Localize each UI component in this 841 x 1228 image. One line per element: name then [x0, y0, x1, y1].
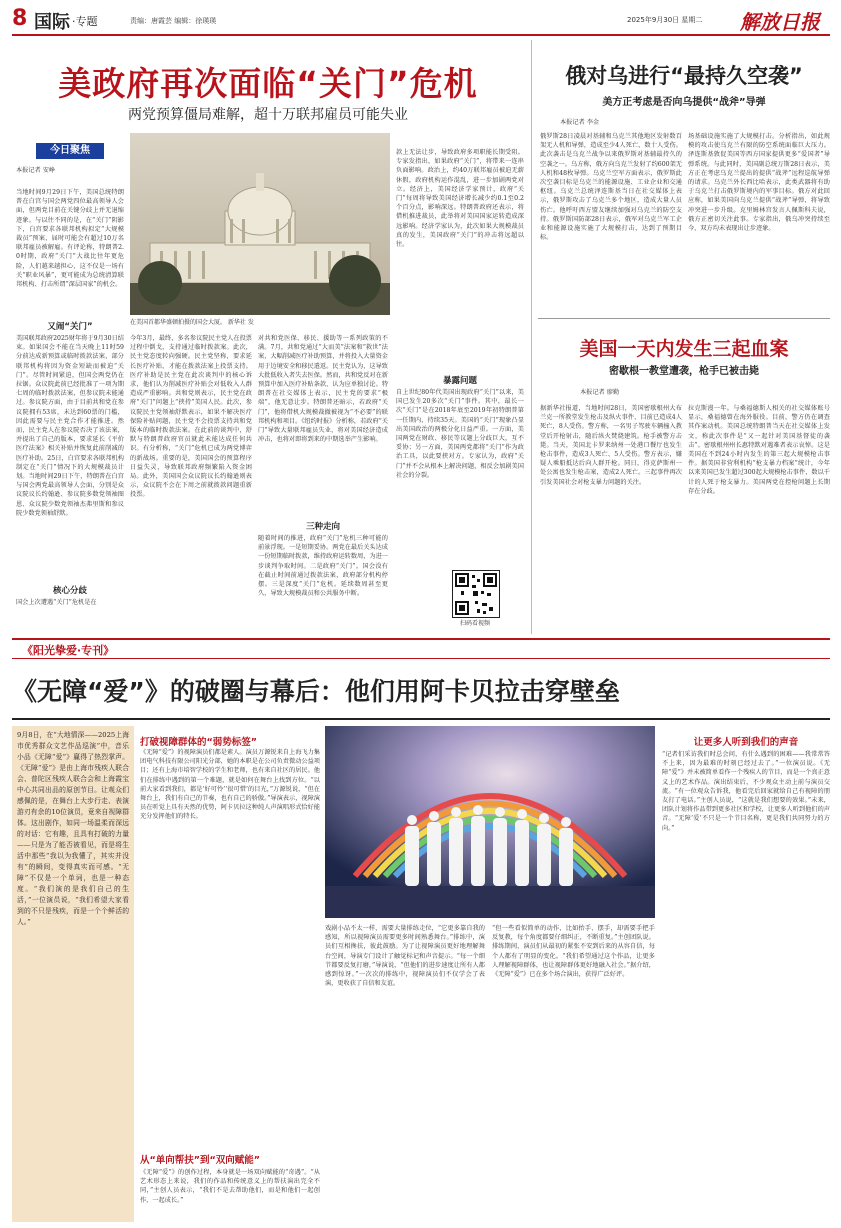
feature-col2b-text: 《无障“爱”》的创作过程，本身就是一场双向赋能的“奇遇”。“从艺术形态上来说，我们的作品和传统意义上的帮扶演出完全不同，”主创人员表示，“我们不是去帮助他们，而是和他们一起创作，一起成长。” — [140, 1169, 320, 1204]
stage-photo — [325, 726, 655, 918]
feature-col5-text: “记者们采访我们时总会问，有什么遇到的困难——我常常答不上来，因为最难的时刻已经过去了。”一位演员说。《无障“爱”》并未被简单看作一个残疾人的节目，而是一个真正意义上的艺术作品。演出结束后，不少观众主动上前与演员交流。“有一位观众告诉我，他看完后回家就给自己有视障的朋友打了电话。”主创人员说，“这就是我们想要的效果。”未来，团队计划将作品带到更多社区和学校，让更多人听到他们的声音。“无障‘爱’不只是一个节目名称，更是我们共同努力的方向。” — [662, 751, 830, 832]
column-tag-label: 今日聚焦 — [50, 145, 90, 156]
feature-band — [12, 638, 830, 659]
lead-sec-heading-1: 又闹“关门” — [47, 322, 93, 332]
side1-byline: 本报记者 李金 — [560, 119, 600, 126]
feature-sec-heading-3: 让更多人听到我们的声音 — [693, 737, 799, 748]
page-number: 8 — [12, 6, 28, 31]
side2-col2-text: 拉克斯漫一年。与桑福德斯人相关的社交媒体账号显示，桑福德曾在海外服役。目前，警方仍在调查其作案动机。美国总统特朗普当天在社交媒体上发文，称此次事件是“又一起针对美国基督徒的袭击”。密歇根州州长惠特默对遇难者表示哀悼。这是美国在不到24小时内发生的第三起大规模枪击事件。据美国非营利机构“枪支暴力档案”统计，今年以来美国已发生超过300起大规模枪击事件，数以千计的人死于枪支暴力。美国两党在控枪问题上长期存在分歧。 — [688, 405, 830, 495]
lead-col3b-text: 随着时间的推进，政府“关门”危机三种可能的前景浮现。一是短期妥协。两党在最后关头达成一份短期临时拨款，维持政府运转数周，为进一步谈判争取时间。二是政府“关门”。国会没有在截止时间前通过拨款法案，政府部分机构停摆。三是深度“关门”危机。延续数周甚至更久，导致大规模裁员和公共服务中断。 — [258, 535, 388, 598]
lead-col2-text: 今年3月，最终，多名参议院民主党人在投票过程中倒戈，支持通过临时拨款案。此次，民主党态度转向强硬。民主党坚称，要求延长医疗补贴，才能在拨款法案上投票支持。医疗补助是民主党在此次谈判中的核心诉求，他们认为削减医疗补贴会对低收入人群造成严重影响。共和党则表示，民主党在政府“关门”问题上“挟持”美国人民。此次，参议院民主党领袖舒默表示，如果不解决医疗保险补贴问题，民主党不会投票支持共和党版本的临时拨款法案。在此前的谈判中，舒默与特朗普政府官员就此未能达成任何共识。有分析称，“关门”危机已成为两党博弈的新战场。重要的是，美国国会的预算程序日益失灵，导致联邦政府频繁陷入资金困局。此外，美国国会众议院议长约翰逊则表示，众议院不会在下周之前就拨款问题重新投票。 — [130, 335, 252, 499]
qr-label: 扫码看视频 — [459, 620, 490, 627]
feature-sec-heading-2: 从“单向帮扶”到“双向赋能” — [140, 1155, 260, 1166]
capitol-photo-caption: 在美国首都华盛顿拍摄的国会大厦。 新华社 发 — [130, 319, 254, 326]
lead-col4b-text: 自上世纪80年代美国出现政府“关门”以来，美国已发生20多次“关门”事件。其中，最长一次“关门”是在2018年底至2019年初特朗普第一任期内，持续35天。美国的“关门”现象凸显出美国政治的两极分化日益严重。一方面，美国两党在财政、移民等议题上分歧巨大，互不妥协；另一方面，美国两党都将“关门”作为政治工具，以此要挟对方。专家认为，政府“关门”并不会从根本上解决问题，相反会加剧美国社会的分裂。 — [396, 389, 524, 479]
feature-col4-text: “但一些看似简单的动作，比如抬手、摆手，却需要手把手反复教，每个角度都要仔细纠正，不断重复。”主创团队说。排练期间，演员们从最初的紧张不安到后来的从容自信，每个人都有了明显的变化。“我们希望通过这个作品，让更多人理解视障群体，也让视障群体更好地融入社会。”据介绍，《无障“爱”》已在多个场合演出，获得广泛好评。 — [492, 925, 655, 979]
feature-tag: 《阳光挚爱·专刊》 — [22, 644, 115, 657]
issue-date: 2025年9月30日 星期二 — [627, 16, 703, 24]
lead-sec-heading-4: 暴露问题 — [442, 376, 477, 386]
choir-stage-illustration — [325, 726, 655, 918]
side2-headline: 美国一天内发生三起血案 — [579, 338, 789, 360]
column-divider — [531, 40, 532, 634]
section-subname: ·专题 — [72, 15, 98, 28]
paper-name-logo: 解放日报 — [740, 10, 820, 34]
side1-headline: 俄对乌进行“最持久空袭” — [565, 64, 803, 88]
feature-col3-text: 戏剧小品不太一样，需要大量排练走位，“它更多靠自我的感知，所以视障演员需要更多时间熟悉舞台。”排练中，演员们互相搀扶，彼此鼓励。为了让视障演员更好地理解舞台空间，导演专门设计了触觉标记和声音提示。“每一个细节都要反复打磨，”导演说，“但他们的进步速度让所有人都感到惊讶。”一次次的排练中，视障演员们不仅学会了表演，更收获了自信和友谊。 — [325, 925, 485, 988]
column-tag — [36, 143, 104, 159]
feature-headline-rule — [12, 718, 830, 720]
lead-headline: 美政府再次面临“关门”危机 — [58, 64, 478, 103]
side2-subhead: 密歇根一教堂遭袭，枪手已被击毙 — [609, 366, 759, 377]
section-name: 国际 — [34, 12, 70, 33]
masthead-rule — [12, 34, 830, 36]
side1-subhead: 美方正考虑是否向乌提供“战斧”导弹 — [602, 97, 766, 108]
masthead — [12, 6, 830, 34]
qr-code-icon — [453, 571, 499, 617]
lead-col3-text: 对共和党医保、移民、援助等一系列政策的不满。7月，共和党通过“大而美”法案和“救世”法案，大幅削减医疗补助预算，并将投入大量资金用于边境安全和移民遣返。民主党认为，这导致大批低收入者失去医保。然而，共和党反对在新预算中加入医疗补贴条款，认为应单独讨论。特朗普在社交媒体上表示，民主党的要求“极端”，他无意让步。特朗普还暗示，若政府“关门”，他将借机大规模裁撤被视为“不必要”的联邦机构和项目。《纽约时报》分析称，若政府“关门”导致大量联邦雇员失业，将对美国经济造成冲击，也将对即将到来的中期选举产生影响。 — [258, 335, 388, 444]
lead-col4-text: 款上无法让步，导致政府多项职能长期受阻。专家发指出，如果政府“关门”，将带来一连串负面影响。政治上，约40万联邦雇员被迫无薪休假，政府机构运作混乱，进一步加剧两党对立。经济上，美国经济学家预计，政府“关门”每周将导致美国经济增长减少约0.1至0.2个百分点，影响深远。特朗普政府还表示，将借机推进裁员，此举将对美国国家运转造成深远影响。经济学家认为，此次如果大规模裁员真的发生，美国政府“关门”的冲击将远超以往。 — [396, 149, 524, 249]
side2-byline: 本报记者 廖勤 — [580, 389, 620, 396]
lead-byline: 本报记者 安峥 — [16, 167, 56, 174]
capitol-illustration — [130, 133, 390, 315]
feature-sec-heading-1: 打破视障群体的“弱势标签” — [140, 737, 257, 748]
side-divider — [538, 318, 830, 319]
lead-col1c-text: 国会上次遭遇“关门”危机是在 — [16, 599, 97, 606]
side2-col1-text: 据新华社报道，当地时间28日，美国密歇根州大布兰克一所教堂发生枪击及纵火事件，目前已造成4人死亡，8人受伤。警方称，一名男子驾驶车辆撞入教堂后开枪射击，随后纵火焚烧建筑。枪手被警方击毙。当天，美国北卡罗来纳州一处港口餐厅也发生枪击事件，造成3人死亡、5人受伤。警方表示，嫌疑人乘船抵达后向人群开枪。同日，得克萨斯州一处公寓也发生枪击案，造成2人死亡。三起事件再次引发美国社会对枪支暴力问题的关注。 — [540, 405, 682, 486]
qr-code[interactable] — [452, 570, 500, 618]
lead-sec-heading-3: 三种走向 — [305, 522, 340, 532]
side1-col2-text: 场基础设施实施了大规模打击。分析指出，如此规模的攻击使乌克兰有限的防空系统面临巨大压力。泽连斯基敦促美国等西方国家提供更多“爱国者”导弹系统。与此同时，美国副总统万斯28日表示，美方正在考虑乌克兰提出的提供“战斧”远程巡航导弹的请求。乌克兰外长西比哈表示，此类武器将有助于乌克兰打击俄罗斯境内的军事目标。俄方对此回应称，如果美国向乌克兰提供“战斧”导弹，将导致冲突进一步升级。克里姆林宫发言人佩斯科夫说，俄方正密切关注此事。专家指出，俄乌冲突持续至今，双方均未表现出让步迹象。 — [688, 133, 830, 233]
lead-col1-text: 当地时间9月29日下午，美国总统特朗普在白宫与国会两党四位最高领导人会面，但两党目前在关键分歧上并无退缩迹象。与以往不同的是，在“关门”阴影下，白宫要求各联邦机构拟定“大规模裁员”预案，届时可能会有超过10万名联邦雇员被解雇。有评论称，特朗普2.0时期，政府“关门”大战比往年更危险，人们越来越担心，这不仅是一场有关“职业风暴”，更可能成为总统清算联邦机构、打击所谓“深层国家”的机会。 — [16, 189, 124, 289]
editors: 责编：唐霞芸 编辑：徐瑛瑛 — [130, 17, 217, 25]
lead-subhead: 两党预算僵局难解，超十万联邦雇员可能失业 — [128, 107, 408, 123]
lead-col1b-text: 美国联邦政府2025财年将于9月30日结束。如果国会不能在当天晚上11时59分前达成新预算或临时拨款法案，部分联邦机构将因为资金短缺而被迫“关门”。尽管时间紧迫，但国会两党仍在拉锯。众议院此前已经批准了一项为期七周的临时拨款法案，但参议院未能通过。参议院方面，由于目前共和党在参议院拥有53席，未达到60票的门槛，因此需要与民主党合作才能推进。然而，民主党人在参议院否决了该法案，并提出了自己的版本，要求延长《平价医疗法案》相关补贴并恢复此前削减的医疗补助。25日，白宫要求各联邦机构制定在“关门”情况下的大规模裁员计划。当地时间29日下午，特朗普在白宫与国会两党最高领导人会面，分别是众议院议长约翰逊、参议院多数党领袖图恩、众议院少数党领袖杰弗里斯和参议院少数党领袖舒默。 — [16, 335, 124, 517]
lead-sec-heading-2: 核心分歧 — [52, 586, 87, 596]
feature-col2-text: 《无障“爱”》的视障演员们都是素人。演员万源锐来自上海飞力集团电气科技有限公司阳光分部，她的本职是在公司负责微动公益项目；还有上海市培智学校的学生和老师，也有来自社区的居民。他们在排练中遇到的第一个难题，就是如何在舞台上找到方位。“以前大家看到我们，都是‘好可怜’‘很可惜’的目光，”万源锐说，“但在舞台上，我们有自己的节奏，也有自己的骄傲。”导演表示，视障演员在听觉上具有天然的优势，阿卡贝拉这种纯人声演唱形式恰好能充分发挥他们的特长。 — [140, 749, 320, 821]
feature-headline: 《无障“爱”》的破圈与幕后：他们用阿卡贝拉击穿壁垒 — [12, 677, 620, 706]
side1-col1-text: 俄罗斯28日凌晨对基辅和乌克兰其他地区发射数百架无人机和导弹，造成至少4人死亡，数十人受伤。此次袭击是乌克兰战争以来俄罗斯对基辅最持久的空袭之一。乌方称，俄方向乌克兰发射了约600架无人机和48枚导弹。乌克兰空军方面表示，俄罗斯此次空袭目标是乌克兰的能源设施、工业企业和交通枢纽。乌克兰总统泽连斯基当日在社交媒体上表示，俄罗斯攻击了乌克兰多个地区，造成大量人员伤亡。他呼吁西方盟友继续加强对乌克兰的防空支持。俄罗斯国防部28日表示，俄军对乌克兰军工企业和能源设施实施了大规模打击，达到了预期目标。 — [540, 133, 682, 242]
capitol-photo — [130, 133, 390, 315]
feature-col1-text: 9月8日，在“大地情深——2025上海市优秀群众文艺作品巡演”中，音乐小品《无障“爱”》赢得了热烈掌声。《无障“爱”》是由上海市残疾人联合会、普陀区残疾人联合会和上海霞宝中心共同出品的原创节目。让观众们感佩的是，在舞台上大步行走、表演游刃有余的10位演员，竟来自视障群体。这出剧作，如同一场温柔而深远的对话：它有趣，且具有打破的力量——只是为了能否被看见，而是将生活中那些“我以为我懂了，其实并没有”的瞬间，变得真实而可感。“无障”不仅是一个单词，也是一种态度。“我们演的是我们自己的生活，”一位演员说，“我们希望大家看到的不只是残疾，而是一个个鲜活的人。” — [17, 731, 129, 926]
feature-intro-box — [12, 726, 134, 1222]
